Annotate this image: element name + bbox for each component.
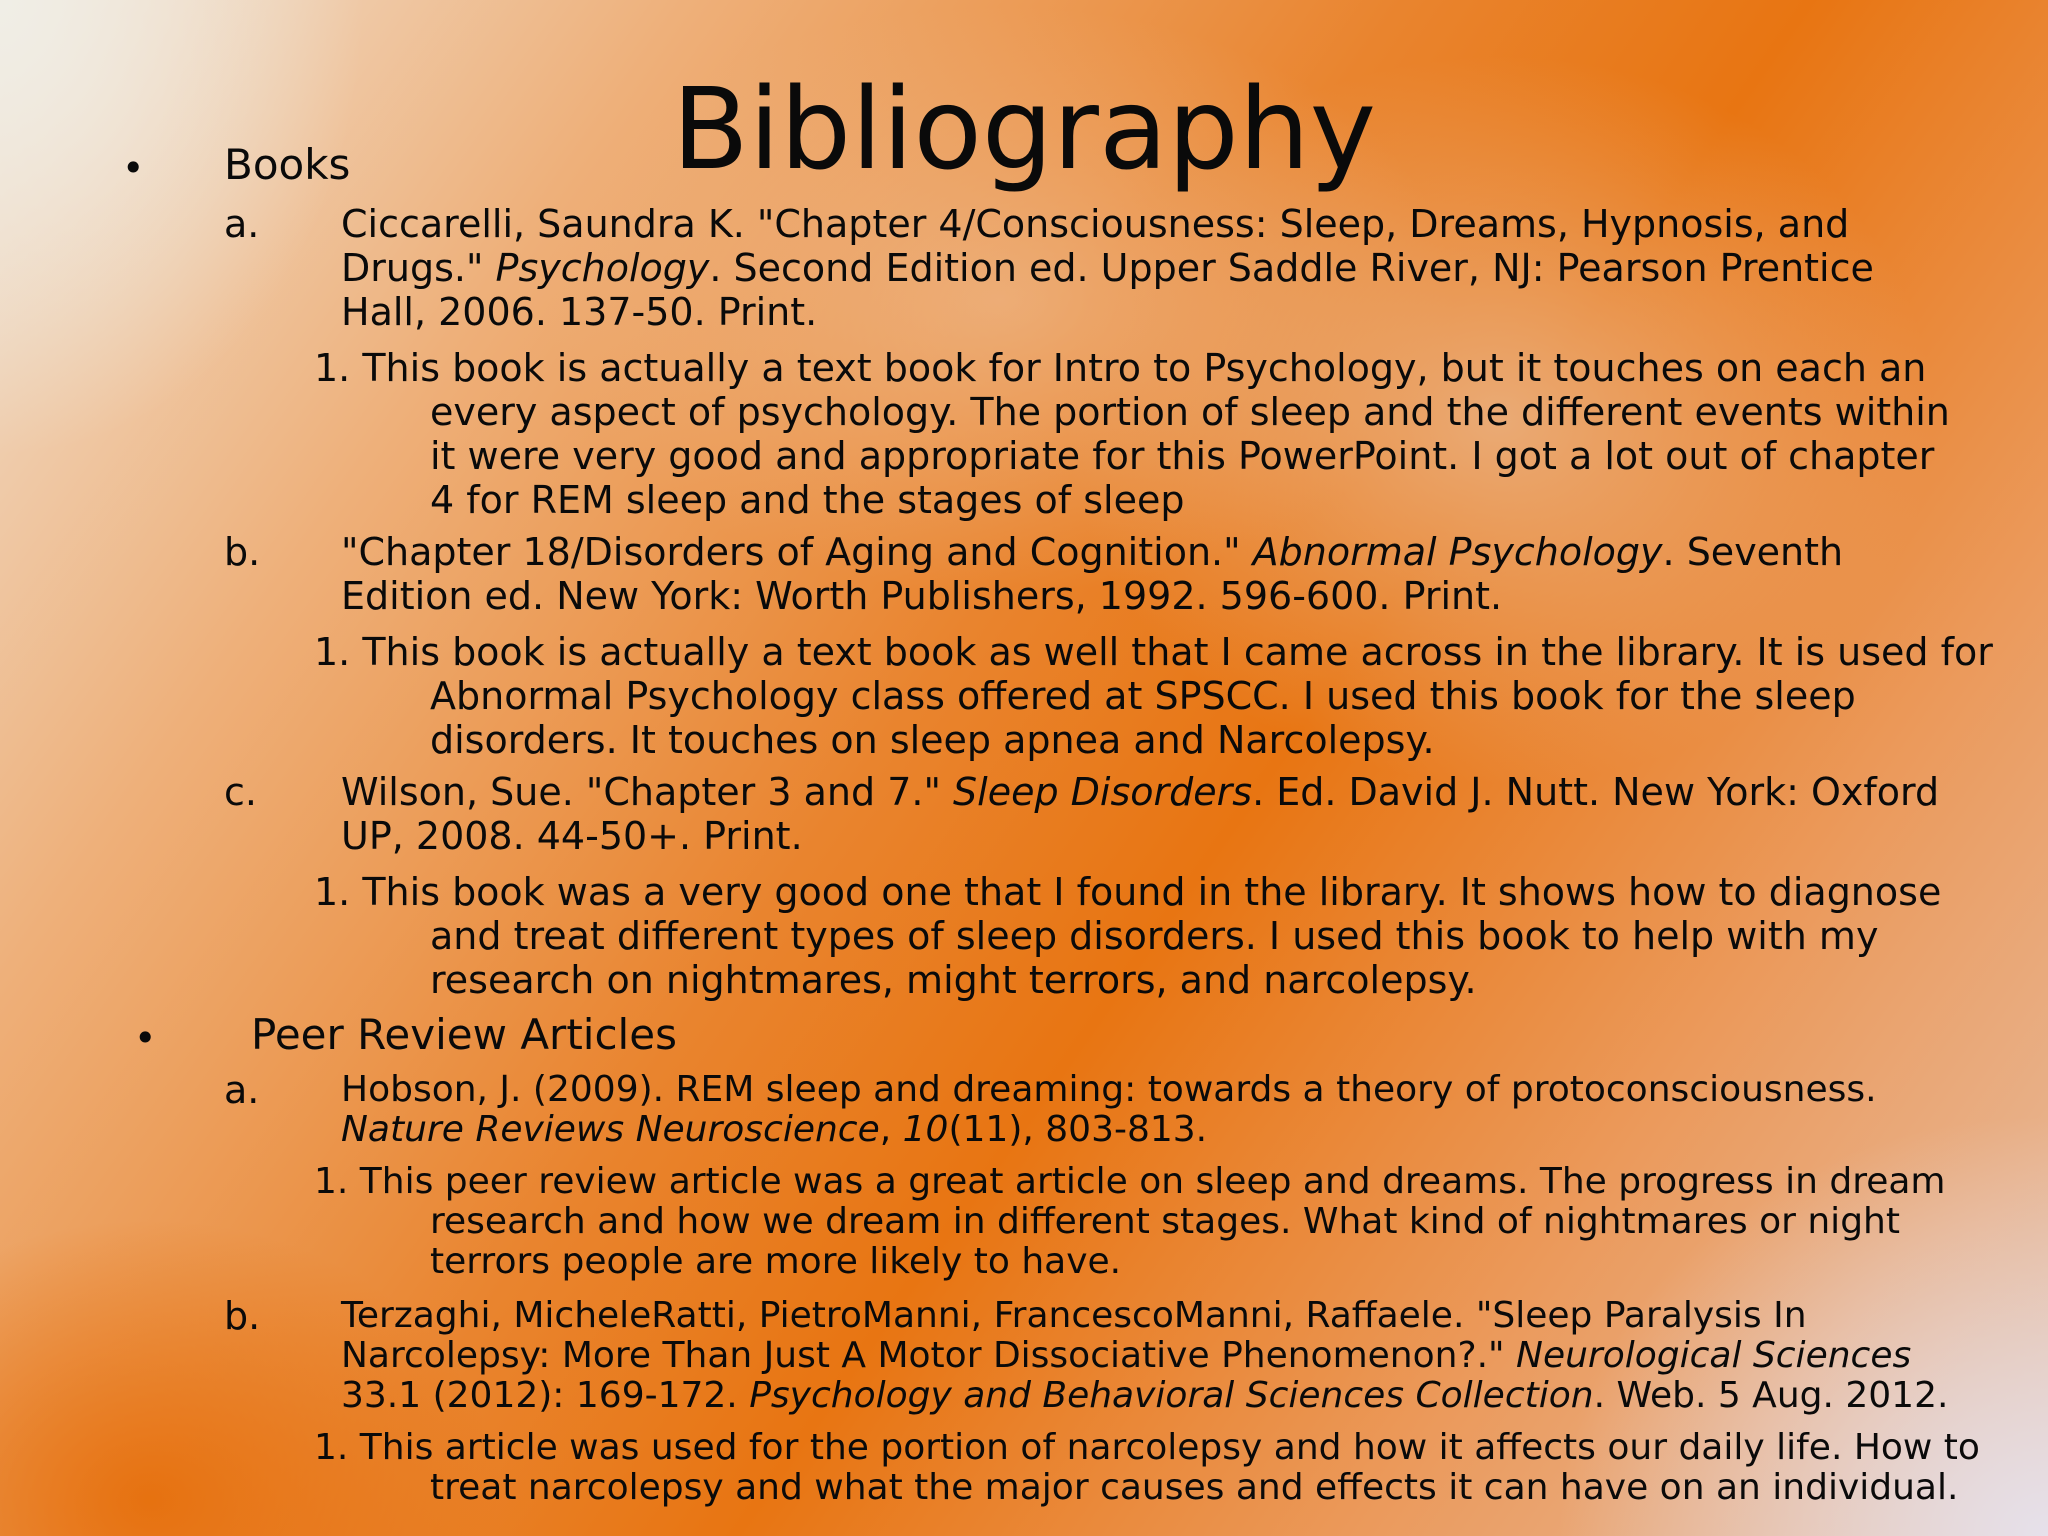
annotation-line: and treat different types of sleep disorders. I used this book to help with my — [430, 914, 1879, 958]
citation-database: Psychology and Behavioral Sciences Collection — [749, 1375, 1594, 1416]
annotation-line: 1. This book was a very good one that I found in the library. It shows how to diagnose — [314, 870, 1942, 914]
annotation-line: disorders. It touches on sleep apnea and Narcolepsy. — [430, 718, 1435, 762]
citation-title: Neurological Sciences — [1516, 1335, 1912, 1376]
entry-marker: a. — [224, 1068, 260, 1112]
entry-marker: a. — [224, 202, 260, 246]
citation-title: Psychology — [495, 246, 710, 290]
annotation-line: research on nightmares, might terrors, and narcolepsy. — [430, 958, 1477, 1002]
citation-line: Narcolepsy: More Than Just A Motor Dissociative Phenomenon?." Neurological Sciences — [341, 1335, 1912, 1376]
citation-title: Nature Reviews Neuroscience — [341, 1109, 880, 1150]
citation-line: "Chapter 18/Disorders of Aging and Cognition." Abnormal Psychology. Seventh — [341, 530, 1844, 574]
entry-marker: c. — [224, 770, 257, 814]
entry-marker: b. — [224, 530, 261, 574]
annotation-line: terrors people are more likely to have. — [430, 1241, 1122, 1282]
section-heading-articles: Peer Review Articles — [251, 1010, 677, 1059]
section-heading-books: Books — [224, 140, 351, 189]
citation-line: Hobson, J. (2009). REM sleep and dreaming: towards a theory of protoconsciousness. — [341, 1069, 1877, 1110]
citation-line: Wilson, Sue. "Chapter 3 and 7." Sleep Disorders. Ed. David J. Nutt. New York: Oxford — [341, 770, 1940, 814]
citation-line: Hall, 2006. 137-50. Print. — [341, 290, 818, 334]
section-bullet-books: • — [122, 146, 145, 190]
citation-line: Drugs." Psychology. Second Edition ed. Upper Saddle River, NJ: Pearson Prentice — [341, 246, 1874, 290]
slide-title: Bibliography — [672, 65, 1376, 195]
citation-line: Edition ed. New York: Worth Publishers, 1992. 596-600. Print. — [341, 574, 1503, 618]
citation-line: Nature Reviews Neuroscience, 10(11), 803-813. — [341, 1109, 1208, 1150]
annotation-line: every aspect of psychology. The portion of sleep and the different events within — [430, 390, 1950, 434]
entry-marker: b. — [224, 1294, 261, 1338]
annotation-line: 1. This book is actually a text book as well that I came across in the library. It is used for — [314, 630, 1993, 674]
citation-title: Abnormal Psychology — [1252, 530, 1663, 574]
annotation-line: it were very good and appropriate for this PowerPoint. I got a lot out of chapter — [430, 434, 1935, 478]
annotation-line: Abnormal Psychology class offered at SPSCC. I used this book for the sleep — [430, 674, 1856, 718]
citation-title: Sleep Disorders — [953, 770, 1253, 814]
annotation-line: 4 for REM sleep and the stages of sleep — [430, 478, 1185, 522]
annotation-line: treat narcolepsy and what the major causes and effects it can have on an individual. — [430, 1467, 1959, 1508]
annotation-line: 1. This article was used for the portion of narcolepsy and how it affects our daily life. How to — [314, 1427, 1980, 1468]
annotation-line: research and how we dream in different stages. What kind of nightmares or night — [430, 1201, 1900, 1242]
citation-line: 33.1 (2012): 169-172. Psychology and Behavioral Sciences Collection. Web. 5 Aug. 2012. — [341, 1375, 1949, 1416]
citation-line: UP, 2008. 44-50+. Print. — [341, 814, 803, 858]
citation-line: Terzaghi, MicheleRatti, PietroManni, FrancescoManni, Raffaele. "Sleep Paralysis In — [341, 1295, 1807, 1336]
citation-volume: 10 — [902, 1109, 949, 1150]
annotation-line: 1. This peer review article was a great article on sleep and dreams. The progress in dream — [314, 1161, 1946, 1202]
citation-line: Ciccarelli, Saundra K. "Chapter 4/Consciousness: Sleep, Dreams, Hypnosis, and — [341, 202, 1850, 246]
annotation-line: 1. This book is actually a text book for Intro to Psychology, but it touches on each an — [314, 346, 1927, 390]
section-bullet-articles: • — [134, 1016, 157, 1060]
